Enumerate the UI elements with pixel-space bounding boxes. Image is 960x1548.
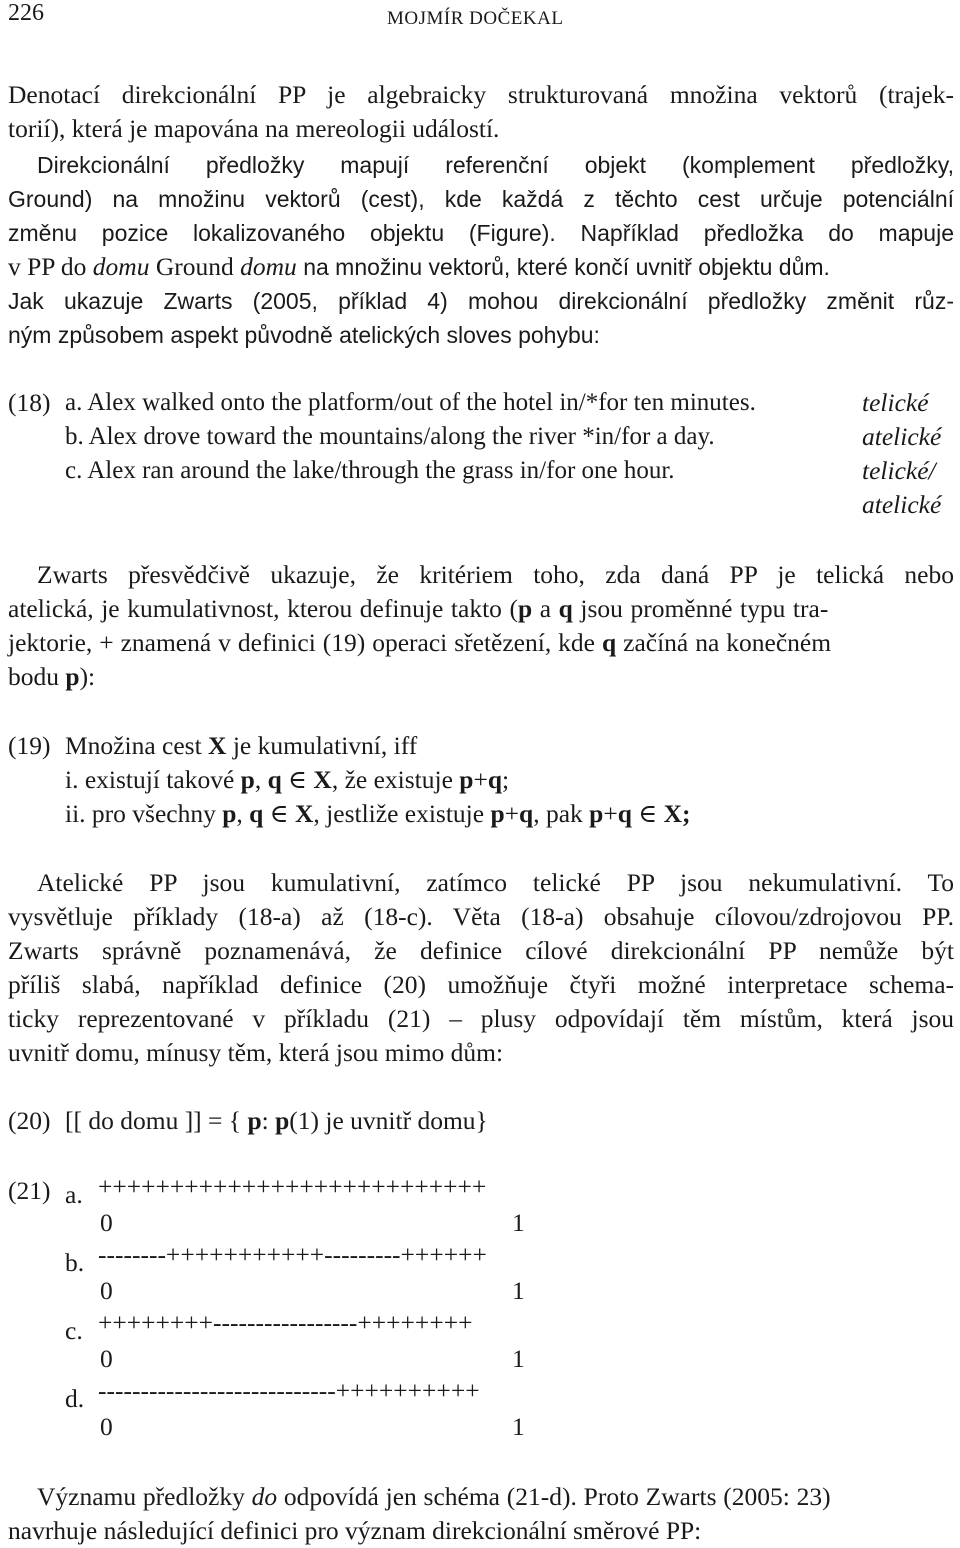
page-number: 226 [8, 0, 44, 26]
text-run: odpovídá jen schéma (21-d). Proto Zwarts (2005: 23) [277, 1482, 831, 1511]
paragraph-3-line-4 [8, 660, 954, 694]
paragraph-4-line-3: Zwarts správně poznamenává, že definice cílové direkcionální PP nemůže být [8, 936, 954, 965]
plus-symbol: + [603, 799, 618, 828]
element-of-symbol: ∈ [631, 799, 664, 828]
variable-x: X; [663, 799, 691, 828]
variable-p: p [222, 799, 237, 828]
text-run: ; [502, 765, 510, 794]
text-run: Množina cest [65, 731, 209, 760]
variable-p: p [240, 765, 255, 794]
text-run-italic: do [251, 1482, 278, 1511]
schema-row-d-end: 1 [512, 1412, 525, 1441]
example-20-number: (20) [8, 1106, 51, 1135]
schema-row-c-end: 1 [512, 1344, 525, 1373]
variable-q: q [617, 799, 632, 828]
text-run: (1) je uvnitř domu} [289, 1106, 488, 1135]
text-run: , že existuje [331, 765, 460, 794]
text-run: , pak [533, 799, 590, 828]
variable-p: p [589, 799, 604, 828]
example-20-formula [65, 1104, 488, 1138]
example-18-c-tag-2: atelické [862, 490, 942, 519]
variable-p: p [275, 1106, 290, 1135]
variable-x: X [295, 799, 314, 828]
schema-row-d-label: d. [65, 1384, 85, 1413]
schema-row-a-end: 1 [512, 1208, 525, 1237]
variable-x: X [313, 765, 332, 794]
example-18-b-tag: atelické [862, 422, 942, 451]
text-run: jsou proměnné typu tra- [572, 594, 829, 623]
running-head: MOJMÍR DOČEKAL [387, 8, 564, 29]
text-run: : [261, 1106, 276, 1135]
variable-q: q [519, 799, 534, 828]
text-run: atelická, je kumulativnost, kterou definuje takto ( [8, 594, 518, 623]
example-18-b: b. Alex drove toward the mountains/along the river *in/for a day. [65, 423, 715, 450]
example-18-a: a. Alex walked onto the platform/out of the hotel in/*for ten minutes. [65, 389, 756, 416]
variable-q: q [601, 628, 617, 657]
variable-p: p [490, 799, 505, 828]
example-18-a-tag: telické [862, 388, 929, 417]
schema-row-a-label: a. [65, 1180, 83, 1209]
text-run: i. existují takové [65, 765, 241, 794]
schema-row-b-pattern: --------+++++++++++---------++++++ [98, 1240, 487, 1269]
text-run: bodu [8, 662, 66, 691]
schema-row-d-pattern: ----------------------------++++++++++ [98, 1376, 480, 1405]
element-of-symbol: ∈ [263, 799, 295, 828]
text-run: na množinu vektorů, které končí uvnitř objektu dům. [296, 254, 830, 280]
example-19-ii [65, 797, 691, 831]
text-run: ii. pro všechny [65, 799, 223, 828]
paragraph-2-line-1: Direkcionální předložky mapují referenční objekt (komplement předložky, [37, 152, 954, 178]
paragraph-5-line-1 [37, 1480, 954, 1514]
variable-x: X [208, 731, 227, 760]
paragraph-2-line-4 [8, 250, 954, 284]
text-run: [[ do domu ]] = { [65, 1106, 248, 1135]
paragraph-4-line-5: ticky reprezentované v příkladu (21) – plusy odpovídají těm místům, která jsou [8, 1004, 954, 1033]
paragraph-4-line-6: uvnitř domu, mínusy těm, která jsou mimo dům: [8, 1038, 504, 1067]
schema-row-b-start: 0 [100, 1276, 113, 1305]
schema-row-c-label: c. [65, 1316, 83, 1345]
text-run-italic: domu [92, 252, 150, 281]
text-run: Ground [149, 252, 241, 281]
text-run: je kumulativní, iff [226, 731, 418, 760]
text-run: , [254, 765, 268, 794]
paragraph-3-line-1: Zwarts přesvědčivě ukazuje, že kritériem toho, zda daná PP je telická nebo [37, 560, 954, 589]
text-run-italic: domu [240, 252, 297, 281]
schema-row-c-pattern: ++++++++-----------------++++++++ [98, 1308, 473, 1337]
paragraph-2-line-6: ným způsobem aspekt původně atelických sloves pohybu: [8, 322, 600, 348]
example-19-head [65, 729, 417, 763]
variable-p: p [247, 1106, 262, 1135]
schema-row-a-pattern: +++++++++++++++++++++++++++ [98, 1172, 487, 1201]
variable-q: q [267, 765, 282, 794]
paragraph-4-line-4: příliš slabá, například definice (20) umožňuje čtyři možné interpretace schema- [8, 970, 954, 999]
example-19-i [65, 763, 509, 797]
example-21-number: (21) [8, 1176, 51, 1205]
text-run: , jestliže existuje [313, 799, 491, 828]
schema-row-c-start: 0 [100, 1344, 113, 1373]
variable-p: p [65, 662, 80, 691]
variable-q: q [249, 799, 264, 828]
plus-symbol: + [473, 765, 488, 794]
schema-row-d-start: 0 [100, 1412, 113, 1441]
variable-p: p [459, 765, 474, 794]
text-run: , [236, 799, 250, 828]
plus-symbol: + [504, 799, 520, 828]
paragraph-5-line-2: navrhuje následující definici pro význam direkcionální směrové PP: [8, 1516, 702, 1545]
variable-p: p [517, 594, 533, 623]
example-18-c: c. Alex ran around the lake/through the grass in/for one hour. [65, 457, 675, 484]
paragraph-2-line-2: Ground) na množinu vektorů (cest), kde každá z těchto cest určuje potenciální [8, 186, 954, 212]
example-18-c-tag: telické/ [862, 456, 936, 485]
paragraph-2-line-3: změnu pozice lokalizovaného objektu (Figure). Například předložka do mapuje [8, 220, 954, 246]
variable-q: q [558, 594, 573, 623]
paragraph-1-line-2: torií), která je mapována na mereologii událostí. [8, 114, 500, 143]
paragraph-3-line-2 [8, 592, 954, 626]
text-run: a [532, 594, 559, 623]
paragraph-4-line-2: vysvětluje příklady (18-a) až (18-c). Věta (18-a) obsahuje cílovou/zdrojovou PP. [8, 902, 954, 931]
schema-row-a-start: 0 [100, 1208, 113, 1237]
paragraph-2-line-5: Jak ukazuje Zwarts (2005, příklad 4) mohou direkcionální předložky změnit růz- [8, 288, 954, 314]
element-of-symbol: ∈ [281, 765, 314, 794]
text-run: ): [79, 662, 96, 691]
paragraph-1-line-1: Denotací direkcionální PP je algebraicky strukturovaná množina vektorů (trajek- [8, 80, 954, 109]
paragraph-3-line-3 [8, 626, 954, 660]
text-run: v PP do [8, 252, 93, 281]
schema-row-b-label: b. [65, 1248, 85, 1277]
schema-row-b-end: 1 [512, 1276, 525, 1305]
paragraph-4-line-1: Atelické PP jsou kumulativní, zatímco telické PP jsou nekumulativní. To [37, 868, 954, 897]
text-run: začíná na konečném [616, 628, 832, 657]
example-19-number: (19) [8, 731, 51, 760]
variable-q: q [487, 765, 503, 794]
text-run: jektorie, + znamená v definici (19) operaci sřetězení, kde [8, 628, 602, 657]
text-run: Významu předložky [37, 1482, 252, 1511]
example-18-number: (18) [8, 388, 51, 417]
